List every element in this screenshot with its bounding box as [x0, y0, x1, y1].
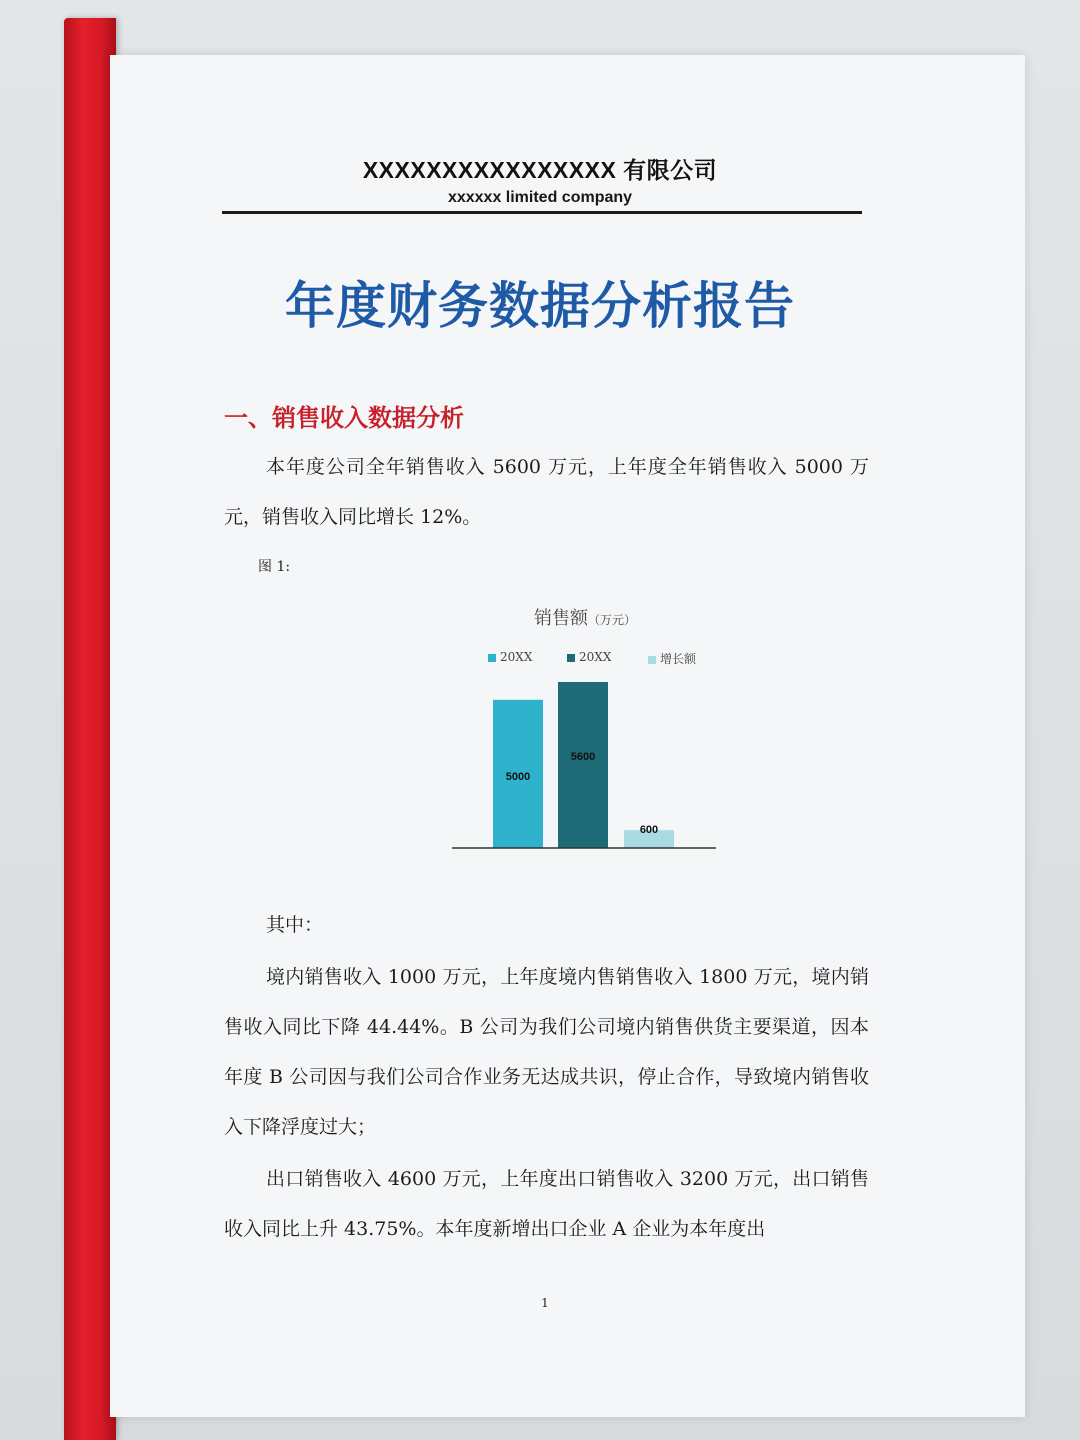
legend-item-series-3 — [648, 650, 696, 667]
report-title: 年度财务数据分析报告 — [285, 277, 795, 335]
company-name-cn: XXXXXXXXXXXXXXXX 有限公司 — [362, 157, 718, 183]
legend-label-series-1: 20XX — [500, 650, 533, 664]
legend-swatch-series-2 — [567, 654, 575, 662]
bar-label-series-2: 5600 — [570, 751, 596, 763]
chart-title-text: 销售额 — [533, 608, 588, 629]
sales-bar-chart — [440, 676, 730, 856]
bar-label-series-3: 600 — [639, 824, 659, 837]
header-divider — [222, 211, 862, 214]
legend-label-series-3: 增长额 — [660, 652, 697, 666]
legend-item-series-2 — [567, 650, 611, 664]
legend-item-series-1 — [488, 650, 532, 664]
section-heading-sales: 一、销售收入数据分析 — [224, 404, 464, 432]
chart-title — [450, 604, 720, 630]
company-name-en: xxxxxx limited company — [447, 189, 633, 206]
paragraph-export-sales: 出口销售收入 4600 万元，上年度出口销售收入 3200 万元，出口销售收入同比上升 43.75%。本年度新增出口企业 A 企业为本年度出 — [224, 1168, 869, 1240]
figure-label: 图 1: — [258, 559, 291, 575]
bar-label-series-1: 5000 — [505, 770, 531, 783]
legend-swatch-series-3 — [648, 656, 656, 664]
legend-swatch-series-1 — [488, 654, 496, 662]
chart-title-unit: （万元） — [587, 613, 636, 627]
bar-series-2 — [558, 682, 608, 848]
paragraph-domestic-sales: 境内销售收入 1000 万元，上年度境内售销售收入 1800 万元，境内销售收入同比下降 44.44%。B 公司为我们公司境内销售供货主要渠道，因本年度 B 公司因与我们公司合作业务无达成共识，停止合作，导致境内销售收入下降浮度过大； — [224, 966, 869, 1138]
subhead-among: 其中： — [266, 914, 324, 936]
paragraph-sales-summary: 本年度公司全年销售收入 5600 万元，上年度全年销售收入 5000 万元，销售收入同比增长 12%。 — [224, 456, 869, 528]
page-number: 1 — [541, 1296, 549, 1310]
legend-label-series-2: 20XX — [579, 650, 612, 664]
